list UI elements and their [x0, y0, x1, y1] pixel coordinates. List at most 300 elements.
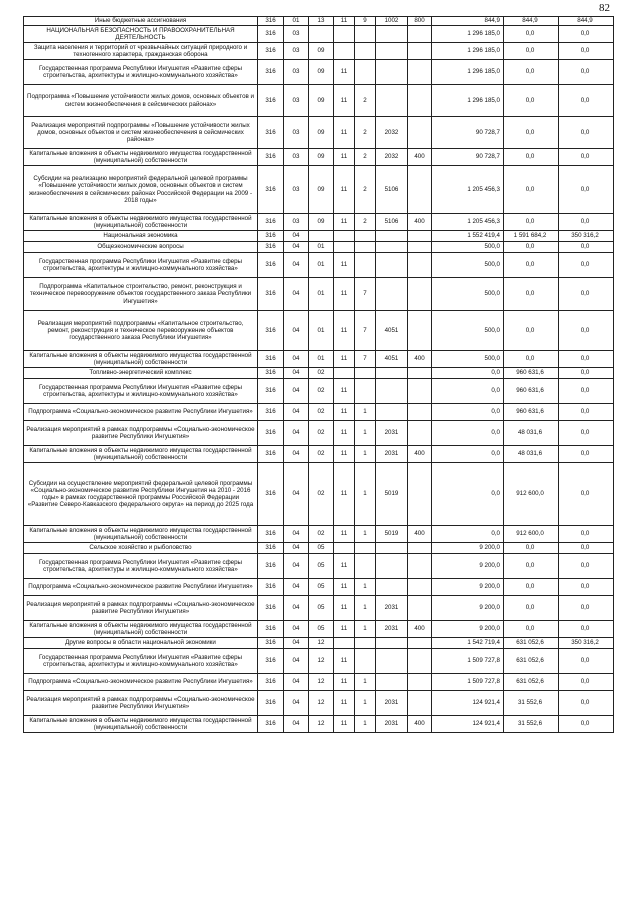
cell-subprogram: 2 [355, 166, 376, 214]
cell-subprogram: 1 [355, 674, 376, 691]
cell-grbs: 316 [258, 621, 284, 638]
cell-section: 04 [284, 638, 309, 649]
cell-expense-type [408, 379, 432, 404]
cell-name: Защита населения и территорий от чрезвычайных ситуаций природного и техногенного характера, гражданская оборона [24, 43, 258, 60]
cell-grbs: 316 [258, 253, 284, 278]
cell-subprogram: 2 [355, 214, 376, 231]
cell-program: 11 [334, 278, 355, 311]
cell-section: 03 [284, 26, 309, 43]
cell-program: 11 [334, 621, 355, 638]
cell-section: 04 [284, 554, 309, 579]
cell-amount-2: 1 591 684,2 [504, 231, 559, 242]
cell-subsection: 02 [309, 463, 334, 526]
cell-amount-3: 0,0 [559, 242, 614, 253]
cell-direction: 5019 [376, 526, 408, 543]
cell-section: 03 [284, 43, 309, 60]
cell-program: 11 [334, 691, 355, 716]
cell-amount-1: 0,0 [432, 463, 504, 526]
cell-subsection: 05 [309, 621, 334, 638]
cell-expense-type [408, 278, 432, 311]
cell-amount-3: 0,0 [559, 43, 614, 60]
table-body [24, 17, 614, 733]
cell-direction: 2031 [376, 716, 408, 733]
cell-expense-type: 400 [408, 621, 432, 638]
cell-subprogram: 2 [355, 85, 376, 117]
cell-subprogram: 1 [355, 579, 376, 596]
cell-grbs: 316 [258, 543, 284, 554]
cell-expense-type [408, 421, 432, 446]
cell-subprogram [355, 638, 376, 649]
cell-direction: 2031 [376, 596, 408, 621]
cell-amount-3: 0,0 [559, 166, 614, 214]
cell-amount-3: 0,0 [559, 543, 614, 554]
cell-section: 04 [284, 674, 309, 691]
cell-expense-type: 400 [408, 351, 432, 368]
cell-section: 04 [284, 579, 309, 596]
cell-subsection: 09 [309, 117, 334, 149]
cell-grbs: 316 [258, 579, 284, 596]
cell-program: 11 [334, 214, 355, 231]
cell-amount-1: 500,0 [432, 278, 504, 311]
cell-section: 04 [284, 526, 309, 543]
table-row [24, 231, 614, 242]
cell-name: Капитальные вложения в объекты недвижимого имущества государственной (муниципальной) собственности [24, 351, 258, 368]
cell-grbs: 316 [258, 716, 284, 733]
cell-amount-3: 0,0 [559, 716, 614, 733]
cell-program [334, 368, 355, 379]
cell-section: 04 [284, 379, 309, 404]
cell-amount-1: 1 296 185,0 [432, 26, 504, 43]
cell-subprogram: 1 [355, 446, 376, 463]
cell-program: 11 [334, 421, 355, 446]
table-row [24, 26, 614, 43]
cell-expense-type [408, 166, 432, 214]
cell-amount-3: 0,0 [559, 253, 614, 278]
cell-subprogram [355, 60, 376, 85]
cell-amount-3: 0,0 [559, 649, 614, 674]
cell-program: 11 [334, 253, 355, 278]
cell-name: Капитальные вложения в объекты недвижимого имущества государственной (муниципальной) собственности [24, 621, 258, 638]
cell-subprogram: 1 [355, 421, 376, 446]
cell-amount-3: 0,0 [559, 579, 614, 596]
cell-subprogram [355, 43, 376, 60]
budget-table [23, 16, 614, 733]
cell-subprogram: 2 [355, 117, 376, 149]
cell-program: 11 [334, 311, 355, 351]
cell-subsection: 02 [309, 421, 334, 446]
cell-grbs: 316 [258, 85, 284, 117]
cell-amount-3: 0,0 [559, 149, 614, 166]
cell-section: 04 [284, 543, 309, 554]
cell-subsection: 12 [309, 674, 334, 691]
cell-direction: 2031 [376, 446, 408, 463]
cell-direction [376, 579, 408, 596]
cell-expense-type [408, 649, 432, 674]
cell-program: 11 [334, 463, 355, 526]
cell-program [334, 242, 355, 253]
cell-amount-3: 0,0 [559, 463, 614, 526]
table-row [24, 242, 614, 253]
cell-subprogram: 1 [355, 691, 376, 716]
table-row [24, 649, 614, 674]
table-row [24, 166, 614, 214]
table-row [24, 621, 614, 638]
cell-grbs: 316 [258, 311, 284, 351]
cell-grbs: 316 [258, 638, 284, 649]
cell-section: 01 [284, 17, 309, 26]
cell-name: Национальная экономика [24, 231, 258, 242]
cell-subsection: 05 [309, 596, 334, 621]
cell-expense-type: 800 [408, 17, 432, 26]
cell-amount-2: 631 052,6 [504, 649, 559, 674]
cell-amount-1: 500,0 [432, 253, 504, 278]
cell-program: 11 [334, 526, 355, 543]
cell-direction [376, 674, 408, 691]
cell-grbs: 316 [258, 526, 284, 543]
cell-amount-2: 0,0 [504, 311, 559, 351]
cell-grbs: 316 [258, 17, 284, 26]
cell-amount-2: 31 552,6 [504, 716, 559, 733]
cell-name: Государственная программа Республики Ингушетия «Развитие сферы строительства, архитектуры и жилищно-коммунального хозяйства» [24, 554, 258, 579]
cell-direction: 2031 [376, 421, 408, 446]
cell-subprogram: 7 [355, 351, 376, 368]
cell-amount-1: 1 509 727,8 [432, 649, 504, 674]
cell-grbs: 316 [258, 674, 284, 691]
table-row [24, 214, 614, 231]
table-row [24, 368, 614, 379]
cell-amount-2: 0,0 [504, 579, 559, 596]
cell-direction [376, 26, 408, 43]
cell-subsection: 05 [309, 579, 334, 596]
cell-subsection: 12 [309, 638, 334, 649]
cell-name: Реализация мероприятий в рамках подпрограммы «Социально-экономическое развитие Республики Ингушетия» [24, 691, 258, 716]
cell-program: 11 [334, 446, 355, 463]
cell-subsection [309, 26, 334, 43]
cell-amount-2: 844,9 [504, 17, 559, 26]
cell-direction [376, 278, 408, 311]
cell-amount-3: 0,0 [559, 351, 614, 368]
cell-name: Иные бюджетные ассигнования [24, 17, 258, 26]
cell-expense-type [408, 579, 432, 596]
cell-expense-type [408, 311, 432, 351]
cell-subsection: 13 [309, 17, 334, 26]
cell-direction: 1002 [376, 17, 408, 26]
cell-section: 04 [284, 253, 309, 278]
cell-amount-1: 1 542 719,4 [432, 638, 504, 649]
cell-amount-3: 0,0 [559, 368, 614, 379]
cell-name: Капитальные вложения в объекты недвижимого имущества государственной (муниципальной) собственности [24, 149, 258, 166]
cell-amount-3: 844,9 [559, 17, 614, 26]
cell-amount-1: 1 509 727,8 [432, 674, 504, 691]
cell-amount-1: 0,0 [432, 526, 504, 543]
cell-program: 11 [334, 166, 355, 214]
cell-subprogram: 7 [355, 311, 376, 351]
cell-amount-3: 0,0 [559, 117, 614, 149]
cell-amount-2: 912 600,0 [504, 526, 559, 543]
cell-amount-1: 500,0 [432, 351, 504, 368]
cell-amount-3: 0,0 [559, 596, 614, 621]
cell-amount-2: 0,0 [504, 26, 559, 43]
table-row [24, 554, 614, 579]
cell-amount-1: 90 728,7 [432, 149, 504, 166]
cell-amount-2: 0,0 [504, 554, 559, 579]
table-row [24, 60, 614, 85]
cell-subprogram [355, 253, 376, 278]
cell-amount-1: 9 200,0 [432, 596, 504, 621]
cell-name: Подпрограмма «Социально-экономическое развитие Республики Ингушетия» [24, 579, 258, 596]
cell-expense-type [408, 60, 432, 85]
cell-amount-3: 0,0 [559, 26, 614, 43]
table-row [24, 404, 614, 421]
cell-subsection: 12 [309, 716, 334, 733]
cell-section: 03 [284, 85, 309, 117]
cell-name: Субсидии на реализацию мероприятий федеральной целевой программы «Повышение устойчивости жилых домов, основных объектов и систем жизнеобеспечения в сейсмических районах Российской Федерации на 2009 - 2018 годы» [24, 166, 258, 214]
cell-program: 11 [334, 60, 355, 85]
cell-amount-1: 9 200,0 [432, 543, 504, 554]
cell-subprogram: 9 [355, 17, 376, 26]
cell-program [334, 543, 355, 554]
cell-subprogram [355, 368, 376, 379]
table-row [24, 446, 614, 463]
cell-grbs: 316 [258, 60, 284, 85]
table-row [24, 351, 614, 368]
table-row [24, 149, 614, 166]
cell-program: 11 [334, 379, 355, 404]
cell-grbs: 316 [258, 691, 284, 716]
cell-subsection: 02 [309, 526, 334, 543]
cell-subsection: 02 [309, 404, 334, 421]
cell-program: 11 [334, 351, 355, 368]
cell-grbs: 316 [258, 596, 284, 621]
cell-amount-1: 90 728,7 [432, 117, 504, 149]
cell-amount-2: 0,0 [504, 278, 559, 311]
table-row [24, 638, 614, 649]
cell-amount-2: 0,0 [504, 253, 559, 278]
cell-section: 04 [284, 351, 309, 368]
cell-amount-2: 0,0 [504, 43, 559, 60]
cell-amount-2: 0,0 [504, 85, 559, 117]
cell-amount-1: 844,9 [432, 17, 504, 26]
cell-subprogram [355, 649, 376, 674]
cell-amount-3: 0,0 [559, 404, 614, 421]
cell-section: 04 [284, 621, 309, 638]
cell-subsection: 09 [309, 214, 334, 231]
cell-direction [376, 43, 408, 60]
cell-subprogram: 1 [355, 716, 376, 733]
cell-section: 04 [284, 278, 309, 311]
cell-program: 11 [334, 404, 355, 421]
cell-program: 11 [334, 674, 355, 691]
cell-section: 03 [284, 117, 309, 149]
cell-subsection: 05 [309, 554, 334, 579]
cell-grbs: 316 [258, 446, 284, 463]
cell-amount-2: 960 631,6 [504, 404, 559, 421]
cell-subprogram [355, 231, 376, 242]
cell-program: 11 [334, 579, 355, 596]
cell-name: Топливно-энергетический комплекс [24, 368, 258, 379]
cell-expense-type [408, 596, 432, 621]
cell-direction: 4051 [376, 311, 408, 351]
cell-amount-2: 631 052,6 [504, 638, 559, 649]
cell-section: 03 [284, 60, 309, 85]
cell-subprogram [355, 554, 376, 579]
cell-program: 11 [334, 117, 355, 149]
cell-direction: 4051 [376, 351, 408, 368]
cell-amount-1: 0,0 [432, 368, 504, 379]
cell-name: Государственная программа Республики Ингушетия «Развитие сферы строительства, архитектуры и жилищно-коммунального хозяйства» [24, 379, 258, 404]
cell-amount-1: 9 200,0 [432, 579, 504, 596]
cell-subsection: 12 [309, 649, 334, 674]
table-row [24, 543, 614, 554]
cell-expense-type [408, 463, 432, 526]
cell-direction [376, 85, 408, 117]
table-row [24, 117, 614, 149]
cell-amount-2: 0,0 [504, 242, 559, 253]
cell-amount-2: 48 031,6 [504, 446, 559, 463]
cell-subprogram: 1 [355, 526, 376, 543]
cell-subsection: 12 [309, 691, 334, 716]
cell-amount-1: 1 296 185,0 [432, 43, 504, 60]
cell-expense-type [408, 543, 432, 554]
table-row [24, 526, 614, 543]
cell-subsection: 02 [309, 379, 334, 404]
cell-amount-3: 0,0 [559, 674, 614, 691]
cell-program: 11 [334, 149, 355, 166]
cell-amount-3: 350 316,2 [559, 231, 614, 242]
cell-amount-3: 0,0 [559, 421, 614, 446]
table-row [24, 311, 614, 351]
cell-expense-type [408, 85, 432, 117]
cell-name: Государственная программа Республики Ингушетия «Развитие сферы строительства, архитектуры и жилищно-коммунального хозяйства» [24, 60, 258, 85]
cell-name: Капитальные вложения в объекты недвижимого имущества государственной (муниципальной) собственности [24, 446, 258, 463]
cell-expense-type [408, 674, 432, 691]
cell-amount-3: 0,0 [559, 379, 614, 404]
cell-subsection: 02 [309, 368, 334, 379]
cell-program [334, 638, 355, 649]
cell-subprogram [355, 26, 376, 43]
cell-grbs: 316 [258, 404, 284, 421]
cell-direction: 2031 [376, 621, 408, 638]
page-number: 82 [599, 2, 610, 14]
cell-grbs: 316 [258, 214, 284, 231]
cell-amount-1: 0,0 [432, 379, 504, 404]
cell-direction [376, 543, 408, 554]
cell-subsection: 01 [309, 242, 334, 253]
cell-direction [376, 242, 408, 253]
cell-direction: 5019 [376, 463, 408, 526]
cell-section: 04 [284, 446, 309, 463]
cell-program: 11 [334, 716, 355, 733]
table-row [24, 674, 614, 691]
cell-section: 04 [284, 242, 309, 253]
cell-amount-1: 0,0 [432, 446, 504, 463]
cell-program [334, 231, 355, 242]
cell-subsection: 09 [309, 166, 334, 214]
cell-expense-type [408, 26, 432, 43]
cell-amount-3: 0,0 [559, 554, 614, 579]
cell-expense-type [408, 554, 432, 579]
cell-name: Подпрограмма «Повышение устойчивости жилых домов, основных объектов и систем жизнеобеспечения в сейсмических районах» [24, 85, 258, 117]
cell-amount-1: 1 205 456,3 [432, 214, 504, 231]
cell-subprogram: 1 [355, 596, 376, 621]
cell-subprogram: 2 [355, 149, 376, 166]
cell-section: 04 [284, 231, 309, 242]
cell-amount-2: 960 631,6 [504, 379, 559, 404]
cell-grbs: 316 [258, 43, 284, 60]
cell-name: Подпрограмма «Социально-экономическое развитие Республики Ингушетия» [24, 674, 258, 691]
cell-name: Сельское хозяйство и рыболовство [24, 543, 258, 554]
cell-subprogram [355, 242, 376, 253]
cell-amount-2: 0,0 [504, 596, 559, 621]
cell-section: 04 [284, 716, 309, 733]
cell-amount-1: 500,0 [432, 311, 504, 351]
cell-grbs: 316 [258, 242, 284, 253]
cell-amount-2: 631 052,6 [504, 674, 559, 691]
cell-program: 11 [334, 17, 355, 26]
cell-direction: 5106 [376, 214, 408, 231]
cell-direction: 2032 [376, 117, 408, 149]
cell-name: Капитальные вложения в объекты недвижимого имущества государственной (муниципальной) собственности [24, 716, 258, 733]
cell-amount-1: 1 296 185,0 [432, 85, 504, 117]
cell-name: Реализация мероприятий подпрограммы «Капитальное строительство, ремонт, реконструкция и техническое перевооружение объектов государственного заказа Республики Ингушетия» [24, 311, 258, 351]
table-row [24, 463, 614, 526]
cell-name: Подпрограмма «Социально-экономическое развитие Республики Ингушетия» [24, 404, 258, 421]
table-row [24, 579, 614, 596]
cell-direction [376, 554, 408, 579]
cell-direction [376, 253, 408, 278]
cell-subprogram: 1 [355, 463, 376, 526]
cell-amount-2: 0,0 [504, 117, 559, 149]
table-row [24, 596, 614, 621]
cell-amount-1: 9 200,0 [432, 621, 504, 638]
cell-section: 04 [284, 596, 309, 621]
table-row [24, 379, 614, 404]
cell-grbs: 316 [258, 463, 284, 526]
cell-amount-3: 350 316,2 [559, 638, 614, 649]
table-row [24, 421, 614, 446]
cell-amount-3: 0,0 [559, 214, 614, 231]
cell-amount-2: 31 552,6 [504, 691, 559, 716]
cell-subprogram: 1 [355, 404, 376, 421]
cell-amount-1: 500,0 [432, 242, 504, 253]
cell-subsection: 09 [309, 85, 334, 117]
table-row [24, 43, 614, 60]
cell-amount-1: 1 205 456,3 [432, 166, 504, 214]
cell-amount-1: 1 552 419,4 [432, 231, 504, 242]
cell-amount-3: 0,0 [559, 621, 614, 638]
cell-grbs: 316 [258, 421, 284, 446]
cell-direction: 2031 [376, 691, 408, 716]
cell-subsection: 01 [309, 351, 334, 368]
cell-amount-2: 0,0 [504, 166, 559, 214]
cell-subsection: 09 [309, 43, 334, 60]
cell-expense-type [408, 368, 432, 379]
cell-program [334, 26, 355, 43]
cell-grbs: 316 [258, 351, 284, 368]
cell-amount-1: 0,0 [432, 421, 504, 446]
table-row [24, 17, 614, 26]
cell-subsection [309, 231, 334, 242]
cell-name: Общеэкономические вопросы [24, 242, 258, 253]
cell-section: 04 [284, 311, 309, 351]
cell-program: 11 [334, 596, 355, 621]
cell-grbs: 316 [258, 368, 284, 379]
cell-expense-type [408, 231, 432, 242]
cell-amount-3: 0,0 [559, 311, 614, 351]
cell-subsection: 01 [309, 311, 334, 351]
cell-direction: 5106 [376, 166, 408, 214]
cell-grbs: 316 [258, 278, 284, 311]
